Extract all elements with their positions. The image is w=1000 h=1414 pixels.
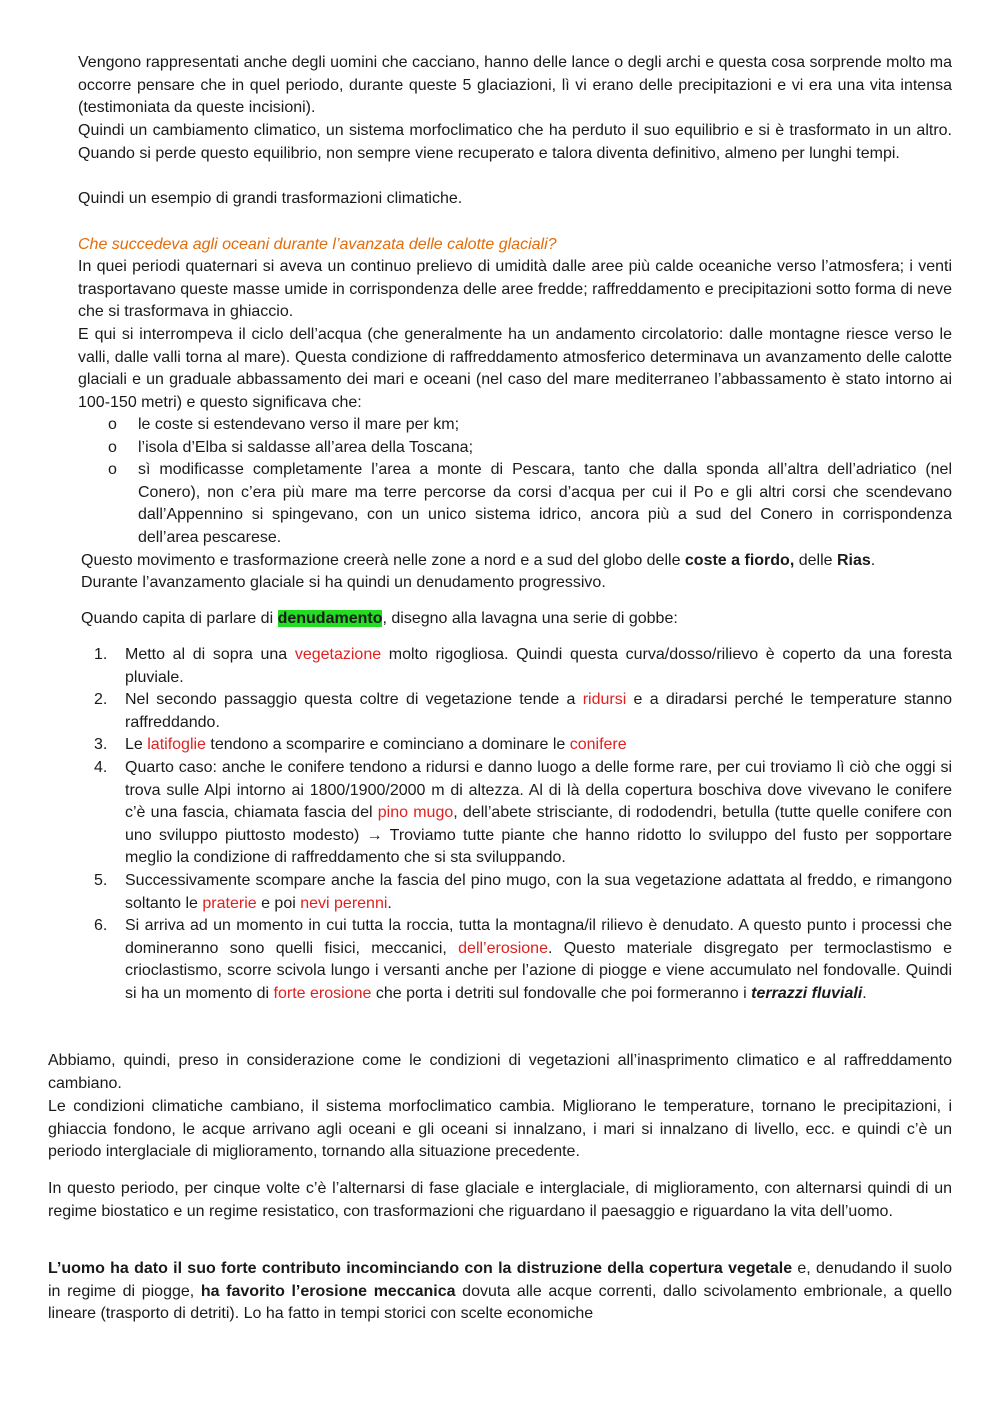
text-run: e, denudando il suolo in regime di piogge, (48, 1260, 953, 1300)
highlighted-term: denudamento (277, 610, 383, 627)
list-item-text: le coste si estendevano verso il mare per km; (138, 416, 460, 433)
text-run: Nel secondo passaggio questa coltre di vegetazione tende a (125, 691, 583, 709)
text-run: Successivamente scompare anche la fascia del pino mugo, con la sua vegetazione adattata al freddo, e rimangono soltanto le (125, 871, 952, 912)
bullet-mark: o (108, 438, 117, 456)
list-item-text: sì modificasse completamente l’area a monte di Pescara, tanto che dalla sponda all’altra dell’adriatico (nel Conero), non c’era più mare ma terre percorse da corsi d’acqua per cui il Po e gli altri corsi che scendevano dall’Appennino si spingevano, con un unico sistema idrico, ancora più a sud del Conero in corrispondenza dell’area pescarese. (138, 461, 952, 546)
consequences-list (108, 414, 952, 550)
text-run: e poi (256, 894, 301, 912)
text-run: delle (794, 552, 837, 569)
denudation-steps (94, 644, 952, 1006)
text-run: . (387, 894, 392, 912)
step-item (94, 689, 952, 734)
section-paragraph-2: E qui si interrompeva il ciclo dell’acqua (che generalmente ha un andamento circolatorio: dalle montagne riesce verso le valli, dalle valli torna al mare). Questa condizione di raffreddamento atmosferico determinava un avanzamento delle calotte glaciali e un graduale abbassamento dei mari e oceani (nel caso del mare mediterraneo l’abbassamento è stato intorno ai 100-150 metri) e questo significava che: (78, 326, 952, 411)
text-run: molto rigogliosa. Quindi questa curva/dosso/rilievo è coperto da una foresta pluviale. (125, 646, 953, 686)
denudation-intro (81, 608, 952, 631)
fjord-paragraph (81, 550, 952, 573)
conclusion-paragraph-1: Abbiamo, quindi, preso in considerazione come le condizioni di vegetazioni all’inasprimento climatico e al raffreddamento cambiano. (48, 1052, 952, 1092)
step-number: 4. (94, 758, 108, 776)
section-paragraph-1: In quei periodi quaternari si aveva un continuo prelievo di umidità dalle aree più calde oceaniche verso l’atmosfera; i venti trasportavano queste masse umide in corrispondenza delle aree fredde; raffreddamento e precipitazioni sotto forma di neve che si trasformava in ghiaccio. (78, 258, 952, 321)
step-number: 2. (94, 691, 108, 709)
step-item (94, 915, 952, 1005)
text-run: che porta i detriti sul fondovalle che poi formeranno i (371, 984, 752, 1002)
step-item (94, 757, 952, 870)
red-term: forte erosione (273, 984, 372, 1002)
denudation-summary: Durante l’avanzamento glaciale si ha quindi un denudamento progressivo. (81, 574, 606, 591)
list-item (108, 414, 952, 437)
text-run: Metto al di sopra una (125, 646, 295, 663)
bold-term: Rias (836, 552, 871, 569)
bold-run: L’uomo ha dato il suo forte contributo incominciando con la distruzione della copertura vegetale (48, 1260, 793, 1277)
text-run: . Questo materiale disgregato per termoclastismo e crioclastismo, scorre scivola lungo i versanti anche per l’azione di piogge e viene accumulato nel fondovalle. Quindi si ha un momento di (125, 939, 953, 1002)
text-run: . (870, 552, 876, 569)
text-run: Questo movimento e trasformazione creerà nelle zone a nord e a sud del globo delle (81, 552, 685, 569)
red-term: nevi perenni (300, 894, 388, 912)
list-item (108, 437, 952, 460)
step-item (94, 870, 952, 915)
text-run: , disegno alla lavagna una serie di gobbe: (382, 610, 678, 627)
text-run: Le (125, 736, 148, 754)
text-run: , dell’abete strisciante, di rododendri, betulla (tutte quelle conifere con uno sviluppo piuttosto modesto) → Troviamo tutte piante che hanno ridotto lo sviluppo del fusto per sopportare meglio la condizione di raffreddamento che si sta sviluppando. (125, 804, 953, 867)
red-term: dell’erosione (458, 939, 548, 957)
red-term: pino mugo (377, 804, 454, 822)
intro-paragraph-1: Vengono rappresentati anche degli uomini che cacciano, hanno delle lance o degli archi e questa cosa sorprende molto ma occorre pensare che in quel periodo, durante queste 5 glaciazioni, lì vi erano delle precipitazioni e vi era una vita intensa (testimoniata da queste incisioni). (78, 54, 952, 117)
step-item (94, 644, 952, 689)
bold-term: coste a fiordo, (684, 552, 795, 569)
bold-run: ha favorito l’erosione meccanica (200, 1282, 456, 1300)
red-term: praterie (202, 894, 257, 912)
conclusion-paragraph-4 (48, 1258, 952, 1326)
red-term: ridursi (582, 691, 627, 709)
text-run: e a diradarsi perché le temperature stanno raffreddando. (125, 691, 953, 731)
bullet-mark: o (108, 416, 117, 433)
step-number: 3. (94, 736, 108, 754)
text-run: Quarto caso: anche le conifere tendono a ridursi e danno luogo a delle forme rare, per cui troviamo lì ciò che oggi si trova sulle Alpi intorno ai 1800/1900/2000 m di altezza. Al di là della copertura boschiva dove vivevano le conifere c’è una fascia, chiamata fascia del (125, 758, 952, 822)
step-item (94, 734, 952, 757)
section-heading: Che succedeva agli oceani durante l’avanzata delle calotte glaciali? (78, 236, 557, 253)
step-number: 1. (94, 646, 108, 663)
list-item-text: l’isola d’Elba si saldasse all’area della Toscana; (138, 438, 474, 456)
red-term: vegetazione (294, 646, 382, 663)
step-number: 5. (94, 871, 108, 889)
intro-paragraph-3: Quindi un esempio di grandi trasformazioni climatiche. (78, 190, 463, 207)
text-run: . (862, 984, 867, 1002)
step-number: 6. (94, 917, 108, 935)
red-term: latifoglie (147, 736, 206, 754)
text-run: tendono a scomparire e cominciano a dominare le (205, 736, 570, 754)
bold-italic-term: terrazzi fluviali (751, 984, 863, 1002)
text-run: Si arriva ad un momento in cui tutta la roccia, tutta la montagna/il rilievo è denudato. A questo punto i processi che domineranno sono quelli fisici, meccanici, (125, 917, 952, 957)
bullet-mark: o (108, 461, 117, 479)
list-item (108, 459, 952, 549)
conclusion-paragraph-2: Le condizioni climatiche cambiano, il sistema morfoclimatico cambia. Migliorano le temperature, tornano le precipitazioni, i ghiaccia fondono, le acque arrivano agli oceani e gli oceani si innalzano, i mari si innalzano di livello, ecc. e quindi c’è un periodo interglaciale di miglioramento, tornando alla situazione precedente. (48, 1098, 952, 1161)
red-term: conifere (569, 736, 627, 754)
conclusion-paragraph-3: In questo periodo, per cinque volte c’è l’alternarsi di fase glaciale e interglaciale, di miglioramento, con alternarsi quindi di un regime biostatico e un regime resistatico, con trasformazioni che riguardano il paesaggio e riguardano la vita dell’uomo. (48, 1180, 952, 1220)
text-run: dovuta alle acque correnti, dallo scivolamento embrionale, a quello lineare (trasporto di detriti). Lo ha fatto in tempi storici con scelte economiche (48, 1282, 952, 1323)
text-run: Quando capita di parlare di (81, 610, 278, 627)
intro-paragraph-2: Quindi un cambiamento climatico, un sistema morfoclimatico che ha perduto il suo equilibrio e si è trasformato in un altro. Quando si perde questo equilibrio, non sempre viene recuperato e talora diventa definitivo, almeno per lunghi tempi. (78, 122, 952, 162)
